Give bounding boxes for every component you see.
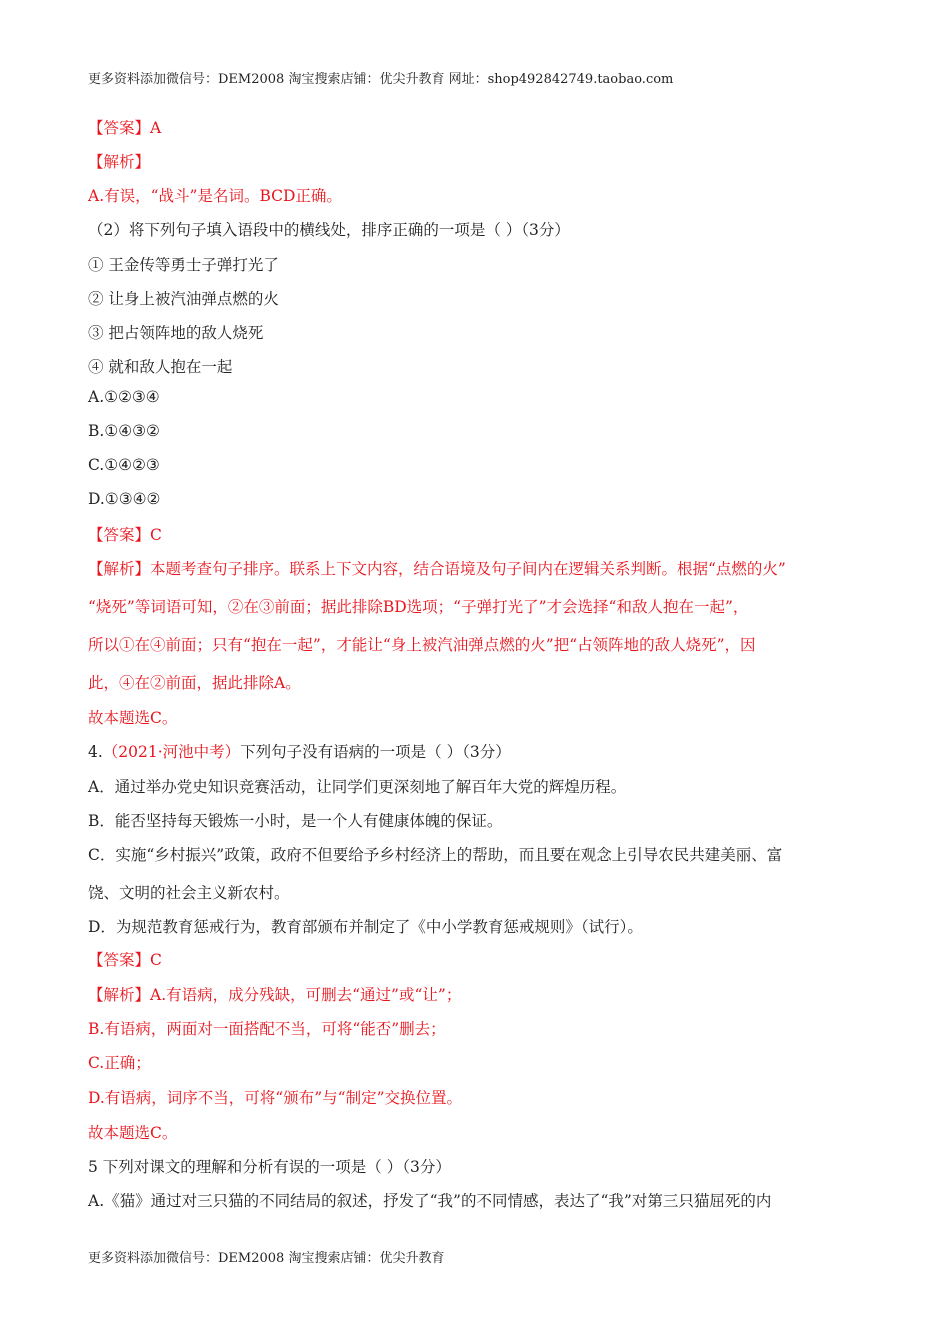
q1-answer: 【答案】A [88,119,162,137]
q2-stem: （2）将下列句子填入语段中的横线处，排序正确的一项是（ ）（3分） [88,221,570,239]
q2-option-c: C.①④②③ [88,456,160,474]
q2-sentence-4: ④ 就和敌人抱在一起 [88,358,233,376]
q4-source: （2021·河池中考） [102,743,241,761]
q4-analysis-line-3: C.正确； [88,1054,151,1072]
q5-option-a: A.《猫》通过对三只猫的不同结局的叙述，抒发了“我”的不同情感，表达了“我”对第三只猫屈死的内 [88,1192,772,1210]
q4-analysis-line-1: 【解析】A.有语病，成分残缺，可删去“通过”或“让”； [88,986,462,1004]
q2-sentence-3: ③ 把占领阵地的敌人烧死 [88,324,264,342]
q5-stem: 5 下列对课文的理解和分析有误的一项是（ ）（3分） [88,1158,451,1176]
q4-option-a: A．通过举办党史知识竞赛活动，让同学们更深刻地了解百年大党的辉煌历程。 [88,778,627,796]
q2-sentence-2: ② 让身上被汽油弹点燃的火 [88,290,279,308]
q4-analysis-line-4: D.有语病，词序不当，可将“颁布”与“制定”交换位置。 [88,1089,462,1107]
q4-option-c-line-1: C．实施“乡村振兴”政策，政府不但要给予乡村经济上的帮助，而且要在观念上引导农民共建美丽、富 [88,846,783,864]
q4-option-b: B．能否坚持每天锻炼一小时，是一个人有健康体魄的保证。 [88,812,503,830]
q2-sentence-1: ① 王金传等勇士子弹打光了 [88,256,279,274]
q4-stem: 下列句子没有语病的一项是（ ）（3分） [240,743,511,761]
q1-analysis: A.有误，“战斗”是名词。BCD正确。 [88,187,342,205]
q2-analysis-line-3: 所以①在④前面；只有“抱在一起”，才能让“身上被汽油弹点燃的火”把“占领阵地的敌人烧死”，因 [88,636,756,654]
q4-conclusion: 故本题选C。 [88,1124,178,1142]
q2-option-d: D.①③④② [88,490,161,508]
q4-option-d: D．为规范教育惩戒行为，教育部颁布并制定了《中小学教育惩戒规则》（试行）。 [88,918,643,936]
q4-answer: 【答案】C [88,951,162,969]
q2-conclusion: 故本题选C。 [88,709,178,727]
page-footer: 更多资料添加微信号：DEM2008 淘宝搜索店铺：优尖升教育 [88,1251,445,1266]
q2-analysis-line-2: “烧死”等词语可知，②在③前面；据此排除BD选项；“子弹打光了”才会选择“和敌人抱在一起”， [88,598,749,616]
q2-option-b: B.①④③② [88,422,160,440]
q2-analysis-line-1: 【解析】本题考查句子排序。联系上下文内容，结合语境及句子间内在逻辑关系判断。根据“点燃的火” [88,560,786,578]
q4-number: 4. [88,743,103,761]
q4-option-c-line-2: 饶、文明的社会主义新农村。 [88,884,290,902]
q2-option-a: A.①②③④ [88,388,160,406]
q4-analysis-line-2: B.有语病，两面对一面搭配不当，可将“能否”删去； [88,1020,446,1038]
page-header: 更多资料添加微信号：DEM2008 淘宝搜索店铺：优尖升教育 网址：shop492842749.taobao.com [88,72,674,87]
q2-analysis-line-4: 此，④在②前面，据此排除A。 [88,674,301,692]
q2-answer: 【答案】C [88,526,162,544]
q4-heading [88,740,511,762]
q1-analysis-label: 【解析】 [88,153,151,171]
